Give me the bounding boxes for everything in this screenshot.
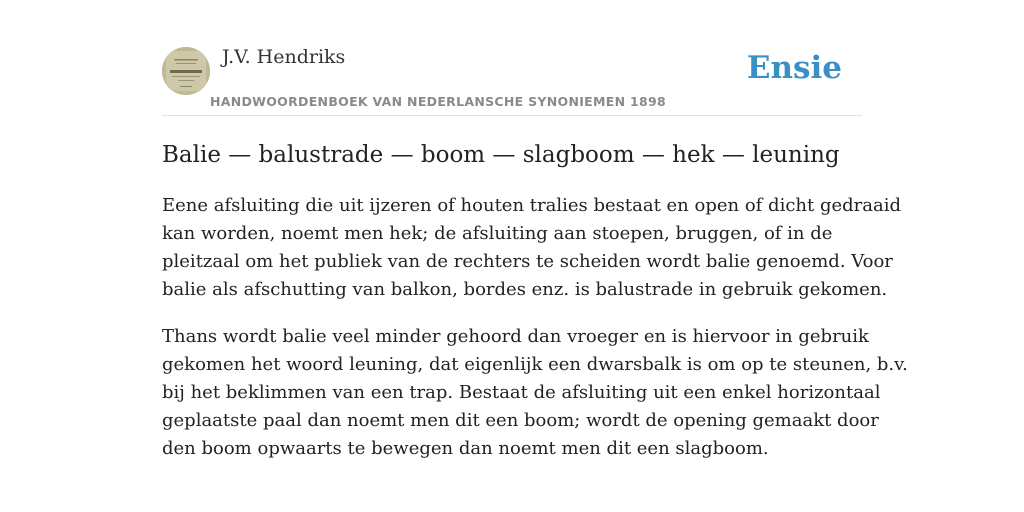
paragraph-line: geplaatste paal dan noemt men dit een boom; wordt de opening gemaakt door [162, 410, 879, 431]
paragraph-line: balie als afschutting van balkon, bordes enz. is balustrade in gebruik gekomen. [162, 279, 888, 300]
header-divider [162, 115, 862, 116]
paragraph-line: Thans wordt balie veel minder gehoord dan vroeger en is hiervoor in gebruik [162, 326, 869, 347]
paragraph-line: Eene afsluiting die uit ijzeren of houten tralies bestaat en open of dicht gedraaid [162, 195, 901, 216]
paragraph-line: den boom opwaarts te bewegen dan noemt men dit een slagboom. [162, 438, 769, 459]
author-name[interactable]: J.V. Hendriks [222, 46, 346, 68]
source-book-title[interactable]: HANDWOORDENBOEK VAN NEDERLANSCHE SYNONIEMEN 1898 [210, 94, 667, 109]
dictionary-entry-card [162, 0, 908, 512]
paragraph-line: kan worden, noemt men hek; de afsluiting aan stoepen, bruggen, of in de [162, 223, 833, 244]
entry-paragraph-1 [162, 192, 901, 304]
entry-paragraph-2 [162, 323, 908, 463]
paragraph-line: pleitzaal om het publiek van de rechters te scheiden wordt balie genoemd. Voor [162, 251, 893, 272]
paragraph-line: gekomen het woord leuning, dat eigenlijk een dwarsbalk is om op te steunen, b.v. [162, 354, 908, 375]
paragraph-line: bij het beklimmen van een trap. Bestaat de afsluiting uit een enkel horizontaal [162, 382, 881, 403]
brand-logo[interactable]: Ensie [746, 50, 842, 86]
entry-title: Balie — balustrade — boom — slagboom — hek — leuning [162, 142, 840, 168]
book-cover-icon[interactable] [162, 47, 210, 95]
